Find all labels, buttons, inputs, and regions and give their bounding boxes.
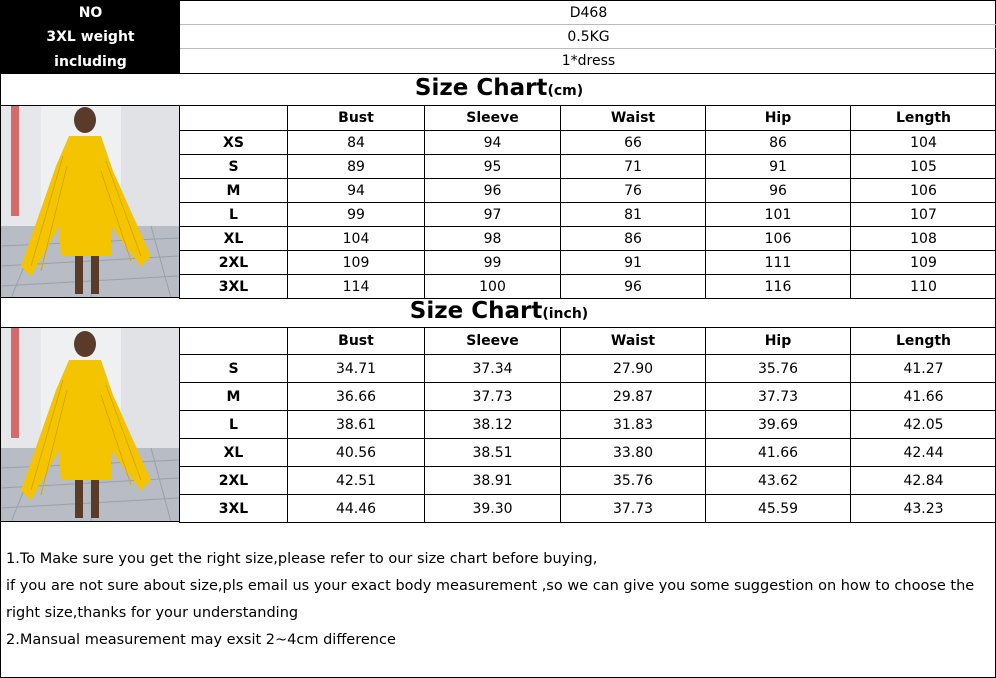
header-cell: Bust	[288, 106, 425, 131]
value-cell: 104	[851, 131, 996, 155]
size-table-cm	[179, 105, 996, 299]
value-cell: 99	[425, 251, 561, 275]
header-cell: Bust	[288, 328, 425, 355]
value-cell: 96	[425, 179, 561, 203]
value-cell: 27.90	[561, 355, 706, 383]
dress-photo-image	[1, 328, 179, 522]
value-cell: 71	[561, 155, 706, 179]
note-line: 1.To Make sure you get the right size,please refer to our size chart before buying,	[6, 551, 598, 567]
header-cell: Length	[851, 328, 996, 355]
table-row	[180, 275, 996, 299]
value-cell: 39.69	[706, 411, 851, 439]
value-cell: 96	[706, 179, 851, 203]
value-cell: 86	[706, 131, 851, 155]
value-cell: 95	[425, 155, 561, 179]
value-cell: 37.34	[425, 355, 561, 383]
value-cell: 106	[851, 179, 996, 203]
value-cell: 36.66	[288, 383, 425, 411]
info-row-no	[1, 1, 996, 25]
value-cell: 42.05	[851, 411, 996, 439]
value-cell: 89	[288, 155, 425, 179]
value-cell: 86	[561, 227, 706, 251]
value-cell: 100	[425, 275, 561, 299]
info-value: D468	[180, 1, 996, 25]
info-row-including	[1, 49, 996, 74]
value-cell: 104	[288, 227, 425, 251]
header-cell: Hip	[706, 328, 851, 355]
value-cell: 40.56	[288, 439, 425, 467]
note-line: 2.Mansual measurement may exsit 2~4cm difference	[6, 632, 396, 648]
size-chart-inch-title	[1, 298, 996, 324]
table-row	[180, 203, 996, 227]
info-row-weight	[1, 25, 996, 49]
header-cell: Sleeve	[425, 328, 561, 355]
size-cell: XL	[180, 439, 288, 467]
value-cell: 43.62	[706, 467, 851, 495]
header-cell	[180, 106, 288, 131]
value-cell: 42.84	[851, 467, 996, 495]
value-cell: 108	[851, 227, 996, 251]
value-cell: 94	[288, 179, 425, 203]
table-row	[180, 495, 996, 523]
value-cell: 38.12	[425, 411, 561, 439]
unit-text: (inch)	[542, 306, 589, 322]
size-cell: M	[180, 383, 288, 411]
table-header-row	[180, 328, 996, 355]
value-cell: 33.80	[561, 439, 706, 467]
value-cell: 109	[288, 251, 425, 275]
value-cell: 98	[425, 227, 561, 251]
note-line: if you are not sure about size,pls email us your exact body measurement ,so we can give you some suggestion on how to choose the right size,thanks for your understanding	[6, 578, 975, 621]
value-cell: 38.61	[288, 411, 425, 439]
size-cell: 3XL	[180, 495, 288, 523]
info-value: 1*dress	[180, 49, 996, 74]
value-cell: 99	[288, 203, 425, 227]
value-cell: 76	[561, 179, 706, 203]
size-cell: S	[180, 155, 288, 179]
size-cell: M	[180, 179, 288, 203]
size-chart-cm-title	[1, 75, 996, 101]
header-cell: Waist	[561, 106, 706, 131]
table-row	[180, 251, 996, 275]
header-cell: Waist	[561, 328, 706, 355]
table-header-row	[180, 106, 996, 131]
value-cell: 31.83	[561, 411, 706, 439]
value-cell: 38.91	[425, 467, 561, 495]
value-cell: 34.71	[288, 355, 425, 383]
value-cell: 42.44	[851, 439, 996, 467]
value-cell: 41.66	[851, 383, 996, 411]
value-cell: 91	[561, 251, 706, 275]
value-cell: 114	[288, 275, 425, 299]
size-cell: 2XL	[180, 467, 288, 495]
dress-photo	[1, 105, 179, 298]
value-cell: 66	[561, 131, 706, 155]
value-cell: 35.76	[561, 467, 706, 495]
value-cell: 38.51	[425, 439, 561, 467]
dress-photo-image	[1, 106, 179, 298]
value-cell: 35.76	[706, 355, 851, 383]
value-cell: 97	[425, 203, 561, 227]
value-cell: 116	[706, 275, 851, 299]
value-cell: 37.73	[425, 383, 561, 411]
table-row	[180, 179, 996, 203]
header-cell: Hip	[706, 106, 851, 131]
value-cell: 111	[706, 251, 851, 275]
value-cell: 41.66	[706, 439, 851, 467]
size-notes	[6, 546, 996, 654]
value-cell: 44.46	[288, 495, 425, 523]
size-cell: XS	[180, 131, 288, 155]
value-cell: 91	[706, 155, 851, 179]
table-row	[180, 155, 996, 179]
value-cell: 107	[851, 203, 996, 227]
table-row	[180, 411, 996, 439]
value-cell: 81	[561, 203, 706, 227]
size-cell: XL	[180, 227, 288, 251]
header-cell: Length	[851, 106, 996, 131]
value-cell: 109	[851, 251, 996, 275]
value-cell: 105	[851, 155, 996, 179]
size-cell: L	[180, 411, 288, 439]
title-text: Size Chart	[414, 75, 548, 101]
table-row	[180, 355, 996, 383]
size-cell: 2XL	[180, 251, 288, 275]
size-cell: 3XL	[180, 275, 288, 299]
table-row	[180, 383, 996, 411]
value-cell: 37.73	[561, 495, 706, 523]
info-value: 0.5KG	[180, 25, 996, 49]
value-cell: 41.27	[851, 355, 996, 383]
table-row	[180, 131, 996, 155]
table-row	[180, 439, 996, 467]
size-cell: S	[180, 355, 288, 383]
value-cell: 110	[851, 275, 996, 299]
value-cell: 39.30	[425, 495, 561, 523]
header-cell	[180, 328, 288, 355]
value-cell: 29.87	[561, 383, 706, 411]
info-key: NO	[1, 1, 180, 25]
header-cell: Sleeve	[425, 106, 561, 131]
value-cell: 106	[706, 227, 851, 251]
info-key: including	[1, 49, 180, 74]
value-cell: 84	[288, 131, 425, 155]
value-cell: 45.59	[706, 495, 851, 523]
unit-text: (cm)	[547, 83, 584, 99]
table-row	[180, 467, 996, 495]
value-cell: 43.23	[851, 495, 996, 523]
value-cell: 101	[706, 203, 851, 227]
title-text: Size Chart	[409, 298, 543, 324]
table-row	[180, 227, 996, 251]
value-cell: 96	[561, 275, 706, 299]
value-cell: 42.51	[288, 467, 425, 495]
value-cell: 94	[425, 131, 561, 155]
info-key: 3XL weight	[1, 25, 180, 49]
size-cell: L	[180, 203, 288, 227]
size-table-inch	[179, 327, 996, 523]
value-cell: 37.73	[706, 383, 851, 411]
dress-photo	[1, 327, 179, 522]
